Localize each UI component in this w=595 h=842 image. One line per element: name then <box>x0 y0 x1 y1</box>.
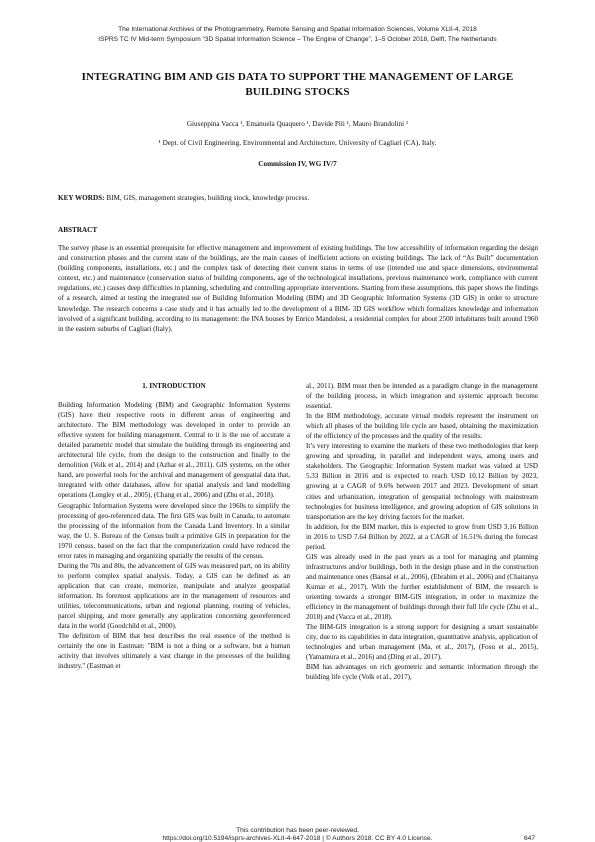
running-header-line1: The International Archives of the Photogrammetry, Remote Sensing and Spatial Information Sciences, Volume XLII-4, 2018 <box>118 26 477 33</box>
paragraph: In the BIM methodology, accurate virtual models represent the instrument on which all phases of the building life cycle are based, obtaining the maximization of the efficiency of the processes and the quality of the results. <box>306 412 538 441</box>
keywords-text: BIM, GIS, management strategies, building stock, knowledge process. <box>104 194 310 202</box>
footer-peer-review: This contribution has been peer-reviewed. <box>236 827 359 834</box>
right-column <box>306 381 538 682</box>
affiliation: ¹ Dept. of Civil Engineering, Environmental and Architecture, University of Cagliari (CA), Italy. <box>158 139 437 147</box>
commission: Commission IV, WG IV/7 <box>258 160 337 168</box>
keywords <box>58 194 538 202</box>
paragraph: al., 2011). BIM must then be intended as a paradigm change in the management of the building process, in which integration and systemic approach become essential. <box>306 382 538 411</box>
abstract-heading: ABSTRACT <box>58 226 98 234</box>
paragraph: In addition, for the BIM market, this is expected to grow from USD 3.16 Billion in 2016 to USD 7.64 Billion by 2022, at a CAGR of 16.51% during the forecast period. <box>306 522 538 551</box>
left-column <box>58 381 290 671</box>
paragraph: GIS was already used in the past years as a tool for managing and planning infrastructures and/or buildings, both in the design phase and in the construction and maintenance ones (Bansal et al., 2006), (Ebrahim et al., 2006) and (Chaitanya Kumar et al., 2017). With the further establishment of BIM, the research is orienting towards a stronger BIM-GIS integration, in order to maximize the efficiency in the management of buildings through their full life cycle (Zhu et al., 2018) and (Vacca et al., 2018). <box>306 552 538 622</box>
paragraph: BIM has advantages on rich geometric and semantic information through the building life cycle (Volk et al., 2017), <box>306 663 538 682</box>
abstract-text: The survey phase is an essential prerequisite for effective management and improvement of existing buildings. The low accessibility of information regarding the design and construction phases and the current state of the buildings, are the main causes of inefficient actions on existing buildings. The lack of “As Built” documentation (building components, installations, etc.) and the complex task of detecting their current status in terms of use (intended use and space dimensions, environmental context, etc.) and maintenance (conservation status of building components, age of the technological installations, previous maintenance work, compliance with current regulations, etc.) causes deep difficulties in planning, scheduling and controlling appropriate interventions. Starting from these assumptions, this paper shows the findings of a research, aimed at testing the integrated use of Building Information Modeling (BIM) and 3D Geographic Information Systems (3D GIS) in order to structure knowledge. The research concerns a case study and it has actually led to the development of a BIM- 3D GIS workflow which formalizes knowledge and information involved of a significant building, according to its management: the INA houses by Enrico Mandolesi, a residential complex for about 2500 inhabitants built around 1960 in the eastern suburbs of Cagliari (Italy). <box>58 244 538 333</box>
section-heading-introduction: 1. INTRODUCTION <box>142 382 206 390</box>
page-number: 647 <box>524 835 536 842</box>
paragraph: Geographic Information Systems were developed since the 1960s to simplify the processing of geo-referenced data. The first GIS was built in Canada, to automate the processing of the information from the Canada Land Inventory. In a similar way, the U. S. Bureau of the Census built a primitive GIS in preparation for the 1970 census, based on the fact that the computerization could have reduced the error rates in managing and organizing spatially the results of the census. <box>58 501 290 560</box>
paper-title: INTEGRATING BIM AND GIS DATA TO SUPPORT THE MANAGEMENT OF LARGE BUILDING STOCKS <box>81 71 514 98</box>
running-header-line2: ISPRS TC IV Mid-term Symposium “3D Spatial Information Science – The Engine of Change”, 1–5 October 2018, Delft, The Netherlands <box>98 36 497 43</box>
footer-doi: https://doi.org/10.5194/isprs-archives-XLII-4-647-2018 | © Authors 2018. CC BY 4.0 License. <box>162 835 433 842</box>
paragraph: The BIM-GIS integration is a strong support for designing a smart sustainable city, due to its capabilities in data integration, quantitative analysis, application of technologies and urban management (Ma, et al., 2017), (Fosu et al., 2015), (Yamamura et al., 2016) and (Ding et al., 2017). <box>306 623 538 662</box>
keywords-label: KEY WORDS: <box>58 194 105 202</box>
paragraph: During the 70s and 80s, the advancement of GIS was measured part, on its ability to perform complex spatial analysis. Today, a GIS can be defined as an application that can create, memorize, manipulate and analyze geospatial information. Its foremost applications are in the management of resources and utilities, telecommunications, urban and regional planning, routing of vehicles, parcel shipping, and more generally any application concerning georeferenced data in the world (Goodchild et al., 2000). <box>58 561 290 631</box>
author-list: Giuseppina Vacca ¹, Emanuela Quaquero ¹, Davide Pili ¹, Mauro Brandolini ¹ <box>186 120 409 128</box>
paragraph: Building Information Modeling (BIM) and Geographic Information Systems (GIS) have their respective roots in different areas of engineering and architecture. The BIM methodology was developed in order to provide an effective system for building management. Central to it is the use of accurate a detailed parametric model that simulate the building through its engineering and architectural life cycle, from the design to the construction and finally to the demolition (Volk et al., 2014) and (Azhar et al., 2011). GIS systems, on the other hand, are powerful tools for the archival and management of geospatial data that, integrated with other databases, allow for spatial analysis and land modelling operations (Longley et al., 2005), (Chang et al., 2006) and (Zhu et al., 2018). <box>58 401 290 500</box>
paragraph: It’s very interesting to examine the markets of these two methodologies that keep growing and spreading, in parallel and independent ways, among users and stakeholders. The Geographic Information System market was valued at USD 5.33 Billion in 2016 and is expected to reach USD 10.12 Billion by 2023, growing at a CAGR of 9.6% between 2017 and 2023. Development of smart cities and urbanization, integration of geospatial technology with mainstream technologies for business intelligence, and growing adoption of GIS solutions in transportation are the key driving factors for the market. <box>306 442 538 521</box>
paragraph: The definition of BIM that best describes the real essence of the method is certainly the one in Eastman: "BIM is not a thing or a software, but a human activity that involves ultimately a vast change in the processes of the building industry." (Eastman et <box>58 632 290 671</box>
